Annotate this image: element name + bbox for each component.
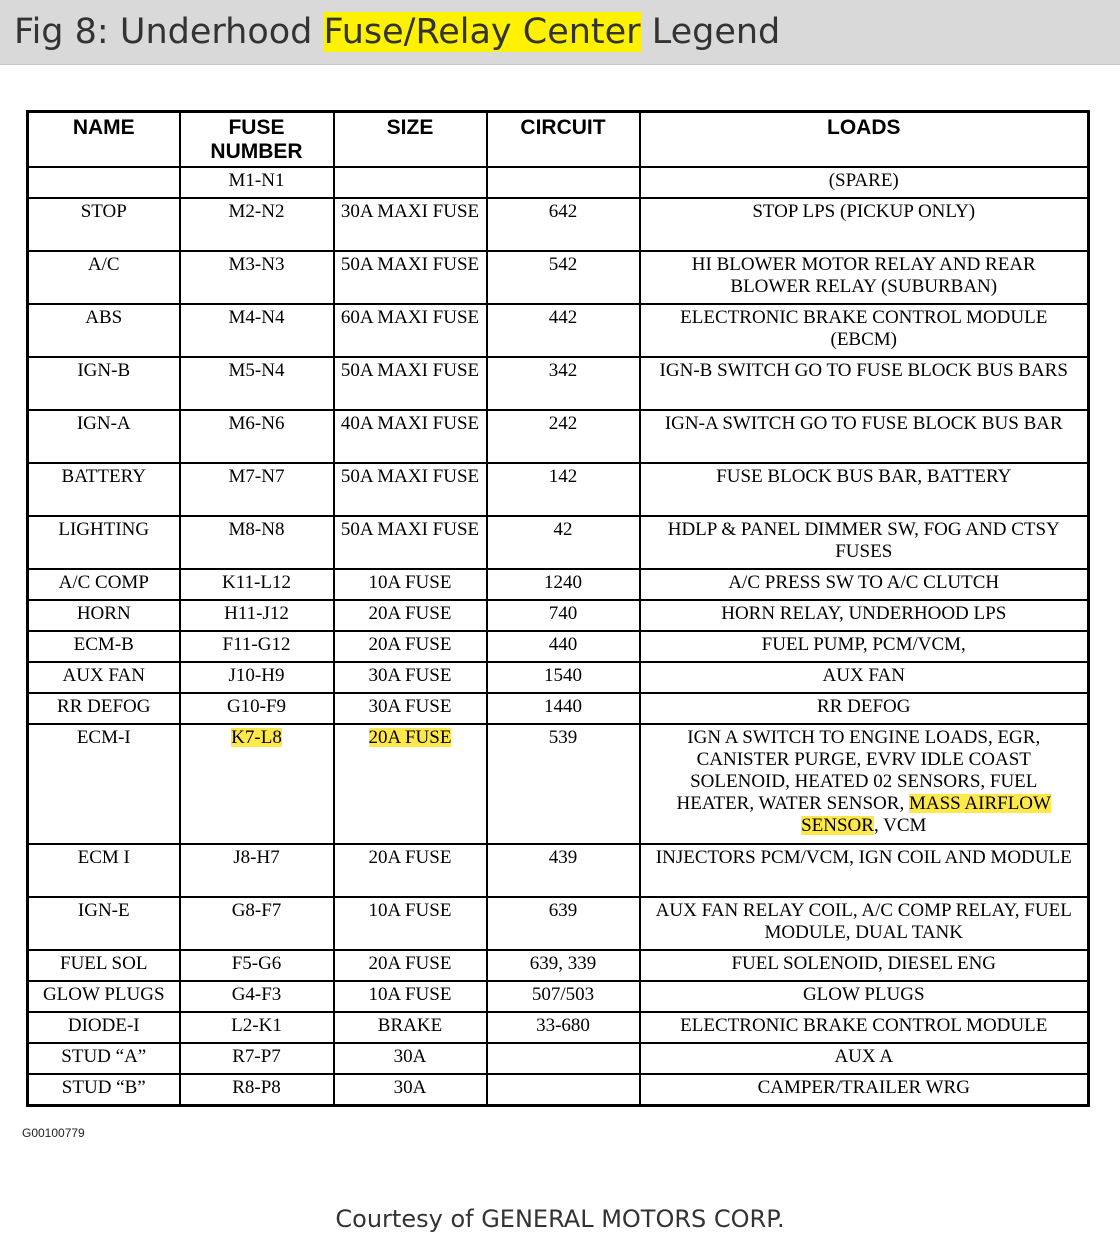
cell-name	[28, 600, 180, 631]
header-circuit: CIRCUIT	[487, 112, 640, 168]
title-highlight: Fuse/Relay Center	[323, 12, 641, 52]
cell-fuse-number-text: M4-N4	[228, 307, 285, 328]
cell-size-text: 30A FUSE	[368, 665, 452, 686]
cell-name	[28, 844, 180, 897]
loads-text: AUX FAN RELAY COIL, A/C COMP RELAY, FUEL MODULE, DUAL TANK	[655, 900, 1072, 943]
loads-text: AUX A	[834, 1046, 894, 1067]
cell-size	[334, 516, 487, 569]
cell-name	[28, 1043, 180, 1074]
cell-loads	[640, 693, 1089, 724]
title-prefix: Fig 8: Underhood	[14, 12, 324, 52]
cell-circuit	[487, 1074, 640, 1106]
cell-name	[28, 950, 180, 981]
loads-text: HDLP & PANEL DIMMER SW, FOG AND CTSY FUSES	[667, 519, 1060, 562]
cell-name-text: ECM I	[77, 847, 130, 868]
cell-name-text: HORN	[76, 603, 131, 624]
cell-loads	[640, 600, 1089, 631]
cell-circuit	[487, 167, 640, 198]
cell-name	[28, 631, 180, 662]
cell-fuse-number-text: G10-F9	[226, 696, 287, 717]
cell-circuit	[487, 981, 640, 1012]
cell-name-text: LIGHTING	[58, 519, 150, 540]
cell-name	[28, 897, 180, 950]
cell-name-text: AUX FAN	[62, 665, 145, 686]
cell-circuit-text: 539	[548, 727, 578, 748]
cell-size-text: 10A FUSE	[368, 900, 452, 921]
cell-name-text: A/C COMP	[58, 572, 149, 593]
cell-fuse-number	[180, 569, 334, 600]
table-row	[28, 631, 1089, 662]
table-row	[28, 662, 1089, 693]
cell-circuit	[487, 631, 640, 662]
cell-fuse-number	[180, 198, 334, 251]
cell-name	[28, 1074, 180, 1106]
cell-name	[28, 724, 180, 844]
cell-circuit-text: 639, 339	[529, 953, 597, 974]
loads-text: ELECTRONIC BRAKE CONTROL MODULE	[680, 1015, 1048, 1036]
cell-size	[334, 463, 487, 516]
cell-name-text: GLOW PLUGS	[42, 984, 165, 1005]
cell-circuit	[487, 662, 640, 693]
cell-name	[28, 981, 180, 1012]
cell-name-text: ABS	[85, 307, 123, 328]
table-row	[28, 463, 1089, 516]
cell-fuse-number	[180, 1074, 334, 1106]
cell-name-text: STOP	[80, 201, 127, 222]
cell-name-text: RR DEFOG	[57, 696, 151, 717]
loads-text: CAMPER/TRAILER WRG	[757, 1077, 970, 1098]
cell-loads	[640, 251, 1089, 304]
loads-text: ELECTRONIC BRAKE CONTROL MODULE (EBCM)	[680, 307, 1048, 350]
cell-fuse-number-text: R8-P8	[232, 1077, 281, 1098]
cell-size	[334, 600, 487, 631]
cell-fuse-number-text: F5-G6	[231, 953, 282, 974]
cell-name	[28, 693, 180, 724]
cell-name	[28, 516, 180, 569]
cell-fuse-number	[180, 693, 334, 724]
cell-size-text: 50A MAXI FUSE	[340, 254, 480, 275]
cell-fuse-number-text: M6-N6	[228, 413, 285, 434]
cell-circuit-text: 242	[548, 413, 578, 434]
cell-fuse-number-text: R7-P7	[232, 1046, 281, 1067]
cell-size	[334, 693, 487, 724]
cell-circuit-text: 740	[548, 603, 578, 624]
cell-size-text: 30A	[393, 1046, 427, 1067]
cell-circuit	[487, 693, 640, 724]
cell-fuse-number	[180, 304, 334, 357]
loads-text: IGN A SWITCH TO ENGINE LOADS, EGR, CANISTER PURGE, EVRV IDLE COAST SOLENOID, HEATED 02 SENSORS, FUEL HEATER, WATER SENSOR,	[676, 727, 1041, 814]
cell-size	[334, 410, 487, 463]
table-row	[28, 357, 1089, 410]
table-row	[28, 251, 1089, 304]
cell-size-text: 10A FUSE	[368, 984, 452, 1005]
table-row	[28, 304, 1089, 357]
courtesy-credit: Courtesy of GENERAL MOTORS CORP.	[335, 1205, 785, 1233]
header-loads: LOADS	[640, 112, 1089, 168]
cell-circuit-text: 33-680	[536, 1015, 590, 1036]
table-row	[28, 198, 1089, 251]
cell-fuse-number	[180, 950, 334, 981]
loads-text: STOP LPS (PICKUP ONLY)	[752, 201, 976, 222]
cell-circuit-text: 642	[548, 201, 578, 222]
cell-size	[334, 897, 487, 950]
cell-loads	[640, 897, 1089, 950]
cell-fuse-number-text: M3-N3	[228, 254, 285, 275]
header-name: NAME	[28, 112, 180, 168]
title-bar	[0, 0, 1120, 65]
cell-loads	[640, 1012, 1089, 1043]
cell-fuse-number-text: M7-N7	[228, 466, 285, 487]
cell-fuse-number	[180, 844, 334, 897]
cell-name-text: ECM-B	[73, 634, 134, 655]
cell-size	[334, 631, 487, 662]
table-row	[28, 167, 1089, 198]
cell-size	[334, 1074, 487, 1106]
cell-name-text: IGN-E	[77, 900, 130, 921]
cell-fuse-number-text: H11-J12	[224, 603, 289, 624]
cell-loads	[640, 167, 1089, 198]
cell-fuse-number-text: F11-G12	[222, 634, 291, 655]
cell-size	[334, 1012, 487, 1043]
header-size: SIZE	[334, 112, 487, 168]
cell-loads	[640, 662, 1089, 693]
cell-circuit	[487, 950, 640, 981]
table-row	[28, 981, 1089, 1012]
loads-text: IGN-A SWITCH GO TO FUSE BLOCK BUS BAR	[664, 413, 1063, 434]
cell-size	[334, 724, 487, 844]
cell-size-text: 40A MAXI FUSE	[340, 413, 480, 434]
table-row	[28, 1012, 1089, 1043]
cell-loads	[640, 410, 1089, 463]
cell-size-text: 20A FUSE	[368, 603, 452, 624]
cell-circuit	[487, 844, 640, 897]
cell-loads	[640, 1074, 1089, 1106]
header-row	[28, 112, 1089, 168]
cell-size-text: 30A	[393, 1077, 427, 1098]
cell-name-text: BATTERY	[61, 466, 146, 487]
table-row	[28, 1043, 1089, 1074]
cell-circuit	[487, 897, 640, 950]
table-row	[28, 693, 1089, 724]
cell-fuse-number-text: G8-F7	[231, 900, 282, 921]
cell-name	[28, 251, 180, 304]
loads-text: HI BLOWER MOTOR RELAY AND REAR BLOWER RELAY (SUBURBAN)	[691, 254, 1036, 297]
cell-loads	[640, 844, 1089, 897]
cell-circuit-text: 1240	[544, 572, 582, 593]
loads-text: FUEL SOLENOID, DIESEL ENG	[731, 953, 997, 974]
cell-circuit-text: 42	[553, 519, 573, 540]
cell-circuit	[487, 463, 640, 516]
cell-size	[334, 569, 487, 600]
figure-title	[14, 12, 780, 52]
cell-fuse-number-text: M1-N1	[228, 170, 285, 191]
cell-size-text: BRAKE	[377, 1015, 443, 1036]
loads-text: AUX FAN	[822, 665, 905, 686]
cell-fuse-number-text: M5-N4	[228, 360, 285, 381]
cell-size-text: 20A FUSE	[368, 847, 452, 868]
cell-name	[28, 410, 180, 463]
cell-size-text: 60A MAXI FUSE	[340, 307, 480, 328]
table-row	[28, 844, 1089, 897]
cell-name	[28, 357, 180, 410]
loads-text: RR DEFOG	[817, 696, 911, 717]
cell-circuit-text: 1540	[544, 665, 582, 686]
cell-circuit	[487, 1012, 640, 1043]
cell-size-text: 50A MAXI FUSE	[340, 466, 480, 487]
loads-text: , VCM	[873, 815, 927, 836]
cell-size	[334, 251, 487, 304]
cell-name-text: ECM-I	[76, 727, 131, 748]
cell-size	[334, 304, 487, 357]
cell-name-text: FUEL SOL	[60, 953, 148, 974]
cell-name	[28, 198, 180, 251]
cell-size-text: 20A FUSE	[368, 634, 452, 655]
cell-circuit	[487, 569, 640, 600]
cell-circuit	[487, 410, 640, 463]
cell-size	[334, 357, 487, 410]
cell-circuit	[487, 304, 640, 357]
cell-loads	[640, 198, 1089, 251]
table-row	[28, 410, 1089, 463]
cell-fuse-number-text: K11-L12	[222, 572, 291, 593]
cell-fuse-number-text: J10-H9	[228, 665, 285, 686]
cell-name	[28, 304, 180, 357]
cell-fuse-number	[180, 463, 334, 516]
cell-loads	[640, 569, 1089, 600]
cell-circuit	[487, 198, 640, 251]
loads-text: HORN RELAY, UNDERHOOD LPS	[721, 603, 1007, 624]
cell-loads	[640, 981, 1089, 1012]
cell-fuse-number-text: G4-F3	[231, 984, 282, 1005]
cell-fuse-number-text: L2-K1	[231, 1015, 282, 1036]
loads-text: (SPARE)	[828, 170, 899, 191]
cell-size-text: 50A MAXI FUSE	[340, 360, 480, 381]
cell-size	[334, 198, 487, 251]
cell-size	[334, 1043, 487, 1074]
cell-fuse-number-text: K7-L8	[231, 727, 282, 748]
fuse-legend-table	[26, 110, 1090, 1107]
cell-fuse-number	[180, 410, 334, 463]
cell-loads	[640, 724, 1089, 844]
cell-name-text: STUD “B”	[61, 1077, 146, 1098]
cell-fuse-number	[180, 167, 334, 198]
table-row	[28, 1074, 1089, 1106]
title-suffix: Legend	[640, 12, 781, 52]
cell-fuse-number	[180, 357, 334, 410]
cell-circuit	[487, 1043, 640, 1074]
cell-name	[28, 463, 180, 516]
cell-name	[28, 1012, 180, 1043]
cell-fuse-number	[180, 600, 334, 631]
cell-name	[28, 167, 180, 198]
cell-size-text: 30A MAXI FUSE	[340, 201, 480, 222]
table-row	[28, 897, 1089, 950]
cell-name-text: IGN-B	[77, 360, 131, 381]
cell-size-text: 50A MAXI FUSE	[340, 519, 480, 540]
cell-circuit-text: 440	[548, 634, 578, 655]
loads-text: A/C PRESS SW TO A/C CLUTCH	[728, 572, 1000, 593]
cell-size	[334, 981, 487, 1012]
cell-size-text: 10A FUSE	[368, 572, 452, 593]
cell-name-text: STUD “A”	[61, 1046, 147, 1067]
cell-fuse-number	[180, 981, 334, 1012]
cell-fuse-number-text: J8-H7	[233, 847, 280, 868]
table-body	[28, 167, 1089, 1106]
cell-size	[334, 167, 487, 198]
cell-circuit-text: 142	[548, 466, 578, 487]
table-row	[28, 569, 1089, 600]
cell-circuit-text: 439	[548, 847, 578, 868]
cell-loads	[640, 950, 1089, 981]
figure-code: G00100779	[22, 1126, 85, 1140]
cell-fuse-number-text: M8-N8	[228, 519, 285, 540]
cell-fuse-number-text: M2-N2	[228, 201, 285, 222]
cell-loads	[640, 516, 1089, 569]
loads-text: GLOW PLUGS	[802, 984, 925, 1005]
cell-fuse-number	[180, 631, 334, 662]
cell-name	[28, 662, 180, 693]
cell-fuse-number	[180, 897, 334, 950]
cell-circuit-text: 1440	[544, 696, 582, 717]
loads-text: IGN-B SWITCH GO TO FUSE BLOCK BUS BARS	[659, 360, 1068, 381]
cell-circuit	[487, 724, 640, 844]
loads-highlight: MASS AIRFLOW SENSOR	[801, 793, 1051, 836]
table-row	[28, 516, 1089, 569]
loads-text: FUSE BLOCK BUS BAR, BATTERY	[716, 466, 1012, 487]
cell-circuit	[487, 357, 640, 410]
table-row	[28, 950, 1089, 981]
cell-loads	[640, 631, 1089, 662]
cell-name-text: IGN-A	[76, 413, 131, 434]
cell-circuit	[487, 600, 640, 631]
cell-circuit-text: 542	[548, 254, 578, 275]
cell-loads	[640, 463, 1089, 516]
cell-name-text: A/C	[87, 254, 120, 275]
cell-name-text: DIODE-I	[67, 1015, 140, 1036]
cell-circuit	[487, 516, 640, 569]
cell-fuse-number	[180, 724, 334, 844]
cell-circuit-text: 507/503	[531, 984, 595, 1005]
cell-size	[334, 844, 487, 897]
table-row	[28, 724, 1089, 844]
cell-circuit-text: 442	[548, 307, 578, 328]
cell-size-text: 20A FUSE	[368, 727, 452, 748]
cell-loads	[640, 1043, 1089, 1074]
cell-size	[334, 950, 487, 981]
cell-fuse-number	[180, 662, 334, 693]
cell-name	[28, 569, 180, 600]
loads-text: FUEL PUMP, PCM/VCM,	[761, 634, 966, 655]
cell-fuse-number	[180, 251, 334, 304]
cell-size-text: 30A FUSE	[368, 696, 452, 717]
cell-fuse-number	[180, 1012, 334, 1043]
cell-size	[334, 662, 487, 693]
cell-size-text: 20A FUSE	[368, 953, 452, 974]
loads-text: INJECTORS PCM/VCM, IGN COIL AND MODULE	[655, 847, 1072, 868]
cell-circuit	[487, 251, 640, 304]
table-row	[28, 600, 1089, 631]
cell-loads	[640, 304, 1089, 357]
cell-circuit-text: 639	[548, 900, 578, 921]
cell-circuit-text: 342	[548, 360, 578, 381]
header-fuse-number: FUSE NUMBER	[180, 112, 334, 168]
cell-fuse-number	[180, 1043, 334, 1074]
cell-fuse-number	[180, 516, 334, 569]
cell-loads	[640, 357, 1089, 410]
